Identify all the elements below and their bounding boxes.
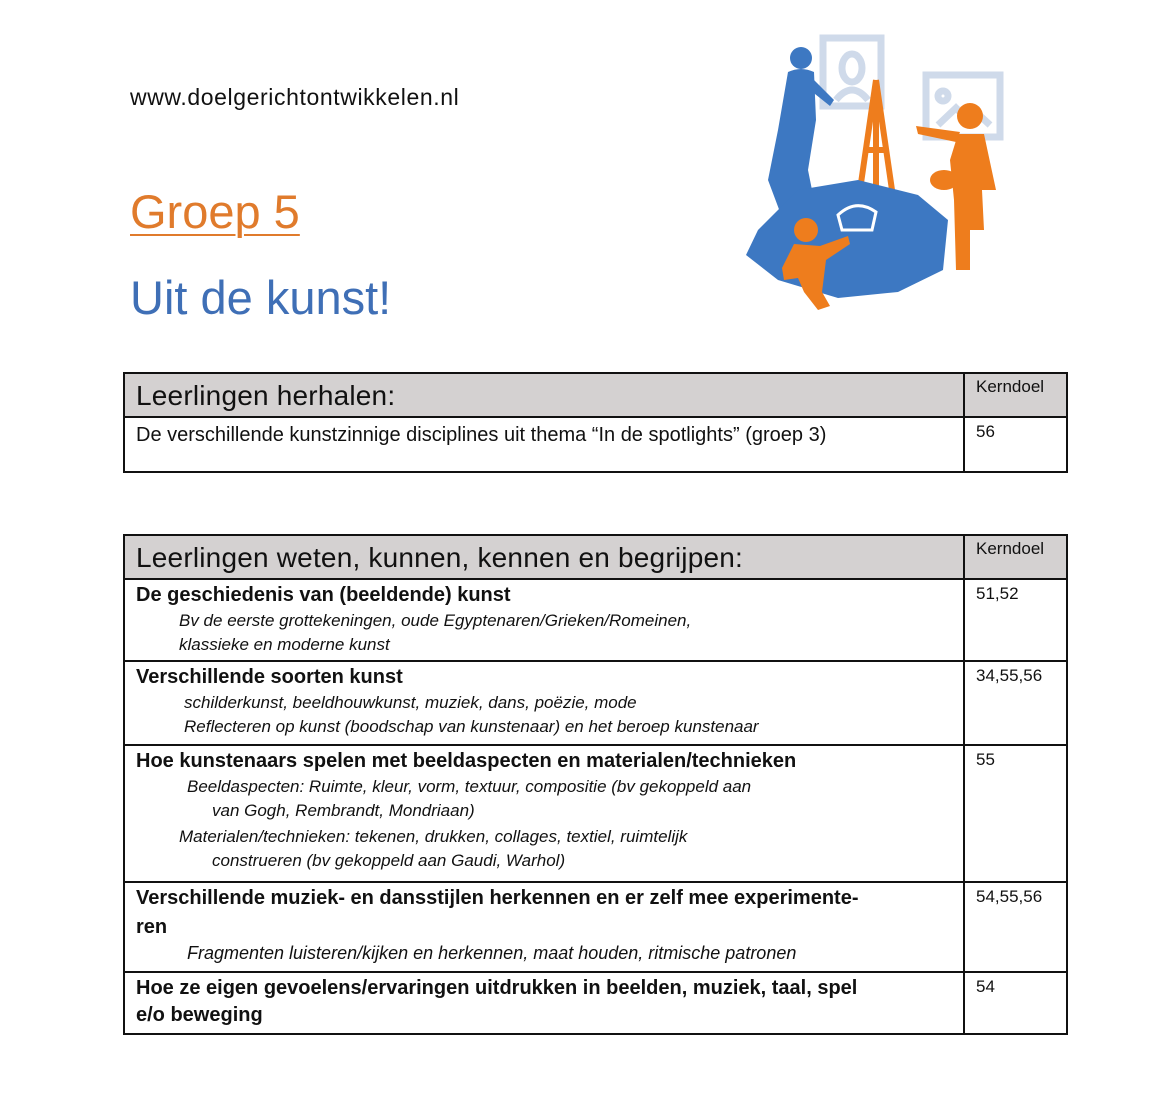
goals-table-header: Leerlingen weten, kunnen, kennen en begrijpen:: [124, 535, 964, 579]
kerndoel-header: Kerndoel: [964, 535, 1067, 579]
row-title: De geschiedenis van (beeldende) kunst: [136, 584, 511, 606]
row-title: Hoe ze eigen gevoelens/ervaringen uitdrukken in beelden, muziek, taal, spel: [136, 977, 858, 999]
table-row: [124, 661, 1067, 745]
kerndoel-value: 56: [976, 422, 995, 441]
row-detail: Materialen/technieken: tekenen, drukken, collages, textiel, ruimtelijk: [179, 827, 688, 846]
row-title: Hoe kunstenaars spelen met beeldaspecten en materialen/technieken: [136, 750, 797, 772]
row-detail: Reflecteren op kunst (boodschap van kunstenaar) en het beroep kunstenaar: [184, 717, 759, 736]
table-row: [124, 417, 1067, 472]
row-detail: schilderkunst, beeldhouwkunst, muziek, dans, poëzie, mode: [184, 693, 637, 712]
row-title: Verschillende soorten kunst: [136, 666, 403, 688]
table-row: [124, 972, 1067, 1034]
kerndoel-value: 54: [976, 977, 995, 996]
kerndoel-value: 34,55,56: [976, 666, 1043, 685]
kerndoel-value: 55: [976, 750, 995, 769]
row-title: Verschillende muziek- en dansstijlen herkennen en er zelf mee experimente-: [136, 887, 859, 909]
page-title: Uit de kunst!: [130, 271, 392, 324]
website-url: www.doelgerichtontwikkelen.nl: [130, 84, 460, 110]
row-detail: construeren (bv gekoppeld aan Gaudi, Warhol): [212, 851, 566, 870]
row-detail: Beeldaspecten: Ruimte, kleur, vorm, textuur, compositie (bv gekoppeld aan: [187, 777, 752, 796]
row-detail: van Gogh, Rembrandt, Mondriaan): [212, 801, 475, 820]
review-table-header: Leerlingen herhalen:: [124, 373, 964, 417]
review-table: [123, 372, 1068, 473]
table-row: [124, 579, 1067, 661]
row-detail: Bv de eerste grottekeningen, oude Egyptenaren/Grieken/Romeinen,: [179, 611, 692, 630]
art-scene-illustration: [738, 30, 1010, 315]
row-detail: klassieke en moderne kunst: [179, 635, 390, 654]
table-row: [124, 745, 1067, 882]
kerndoel-value: 54,55,56: [976, 887, 1043, 906]
row-title-continued: e/o beweging: [136, 1004, 263, 1026]
kerndoel-header: Kerndoel: [964, 373, 1067, 417]
goals-table: [123, 534, 1068, 1035]
kerndoel-value: 51,52: [976, 584, 1019, 603]
row-text: De verschillende kunstzinnige disciplines uit thema “In de spotlights” (groep 3): [136, 424, 827, 446]
table-row: [124, 882, 1067, 972]
row-title-continued: ren: [136, 916, 168, 938]
row-detail: Fragmenten luisteren/kijken en herkennen, maat houden, ritmische patronen: [187, 943, 797, 963]
group-heading: Groep 5: [130, 185, 300, 238]
